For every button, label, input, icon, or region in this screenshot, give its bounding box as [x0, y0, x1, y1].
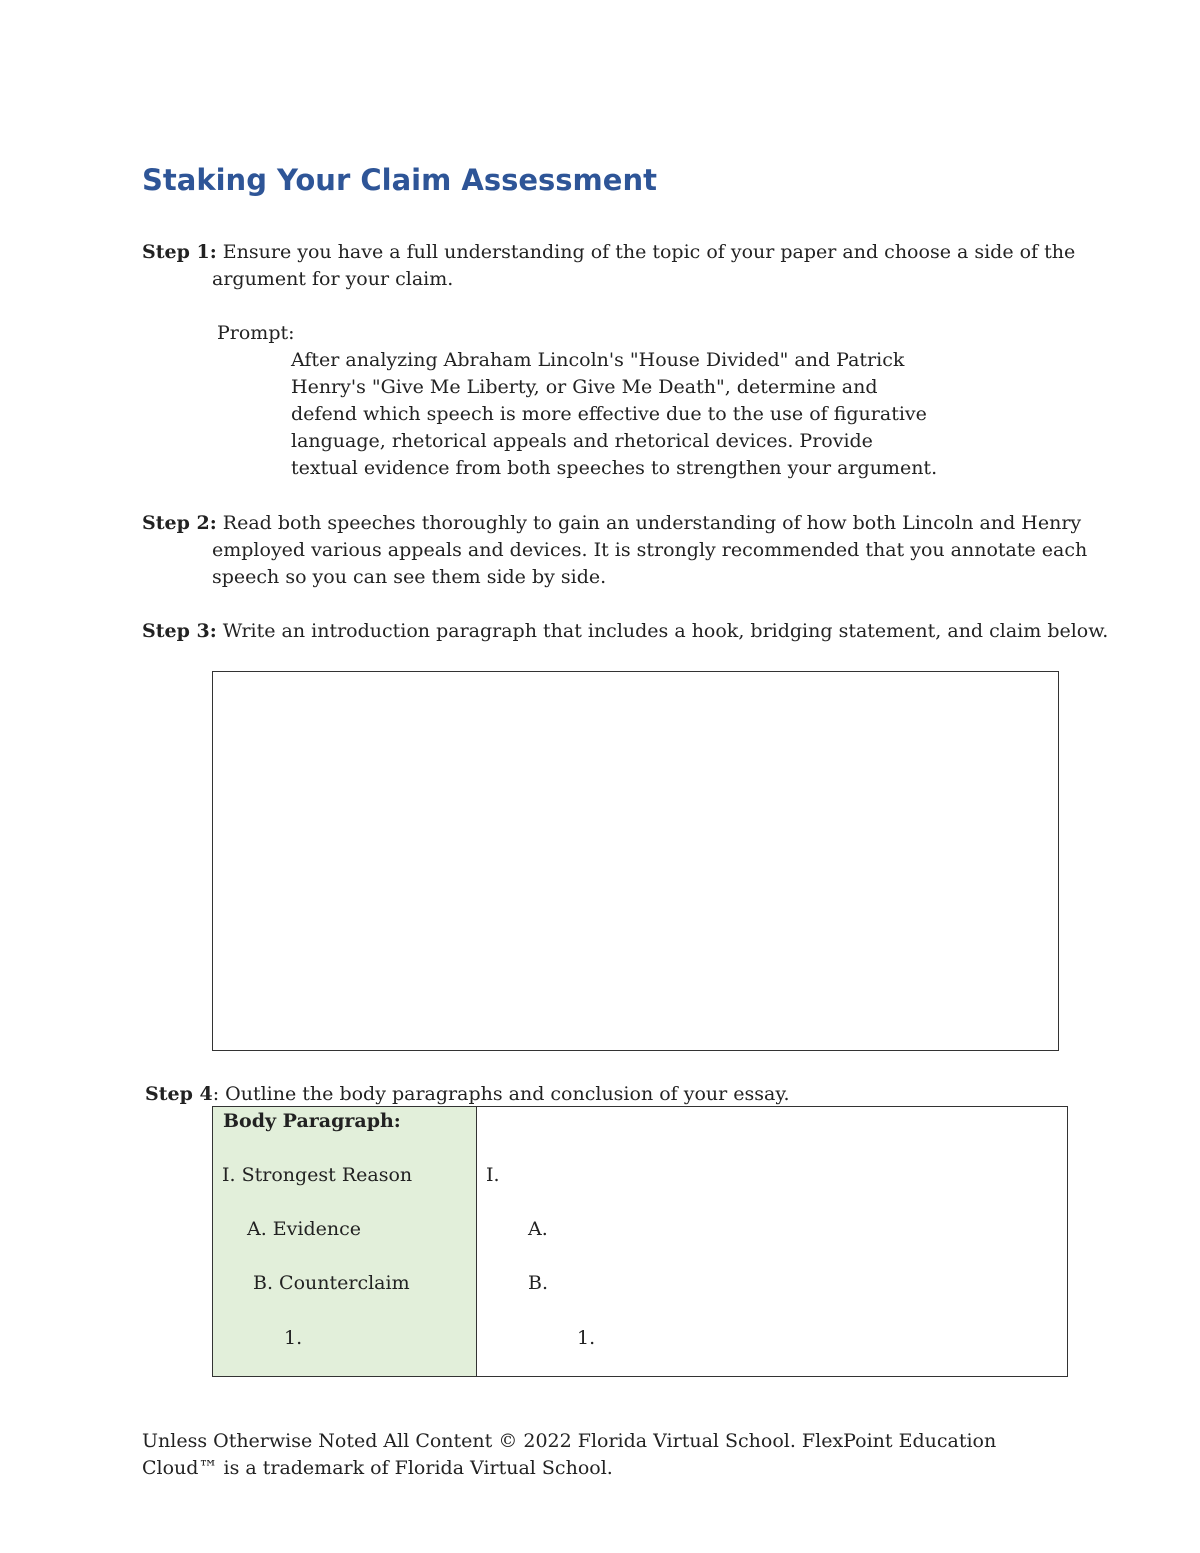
counterclaim-sub-label: 1. — [284, 1327, 303, 1349]
outline-table — [212, 1106, 1068, 1377]
introduction-paragraph-box[interactable] — [212, 671, 1059, 1051]
step-4 — [145, 1081, 1135, 1108]
step-3-text: Write an introduction paragraph that includes a hook, bridging statement, and claim below. — [222, 620, 1109, 642]
copyright-footer: Unless Otherwise Noted All Content © 2022 Florida Virtual School. FlexPoint Education Cloud™ is a trademark of Florida Virtual School. — [142, 1430, 997, 1479]
reason-response-marker: I. — [486, 1164, 500, 1186]
step-2 — [142, 510, 1132, 591]
prompt-label: Prompt: — [217, 322, 295, 344]
body-paragraph-heading: Body Paragraph: — [223, 1110, 401, 1132]
step-3-label: Step 3: — [142, 620, 217, 642]
step-4-label: Step 4 — [145, 1083, 213, 1105]
outline-row — [213, 1107, 1068, 1377]
step-3 — [142, 618, 1132, 645]
step-1 — [142, 239, 1132, 293]
strongest-reason-label: I. Strongest Reason — [222, 1164, 413, 1186]
step-4-text: : Outline the body paragraphs and conclusion of your essay. — [212, 1083, 790, 1105]
prompt-text: After analyzing Abraham Lincoln's "House Divided" and Patrick Henry's "Give Me Liberty, or Give Me Death", determine and defend which speech is more effective due to the use of figurative language, rhetorical appeals and rhetorical devices. Provide textual evidence from both speeches to strengthen your argument. — [291, 349, 938, 479]
counterclaim-sub-response-marker: 1. — [577, 1327, 596, 1349]
outline-response-cell[interactable] — [477, 1107, 1068, 1377]
step-1-text: Ensure you have a full understanding of the topic of your paper and choose a side of the argument for your claim. — [212, 241, 1076, 290]
evidence-response-marker: A. — [528, 1218, 548, 1240]
step-2-label: Step 2: — [142, 512, 217, 534]
step-1-label: Step 1: — [142, 241, 217, 263]
counterclaim-label: B. Counterclaim — [253, 1272, 410, 1294]
step-2-text: Read both speeches thoroughly to gain an understanding of how both Lincoln and Henry employed various appeals and devices. It is strongly recommended that you annotate each speech so you can see them side by side. — [212, 512, 1088, 588]
evidence-label: A. Evidence — [247, 1218, 362, 1240]
outline-label-cell — [213, 1107, 477, 1377]
counterclaim-response-marker: B. — [528, 1272, 549, 1294]
page-title: Staking Your Claim Assessment — [142, 163, 657, 197]
